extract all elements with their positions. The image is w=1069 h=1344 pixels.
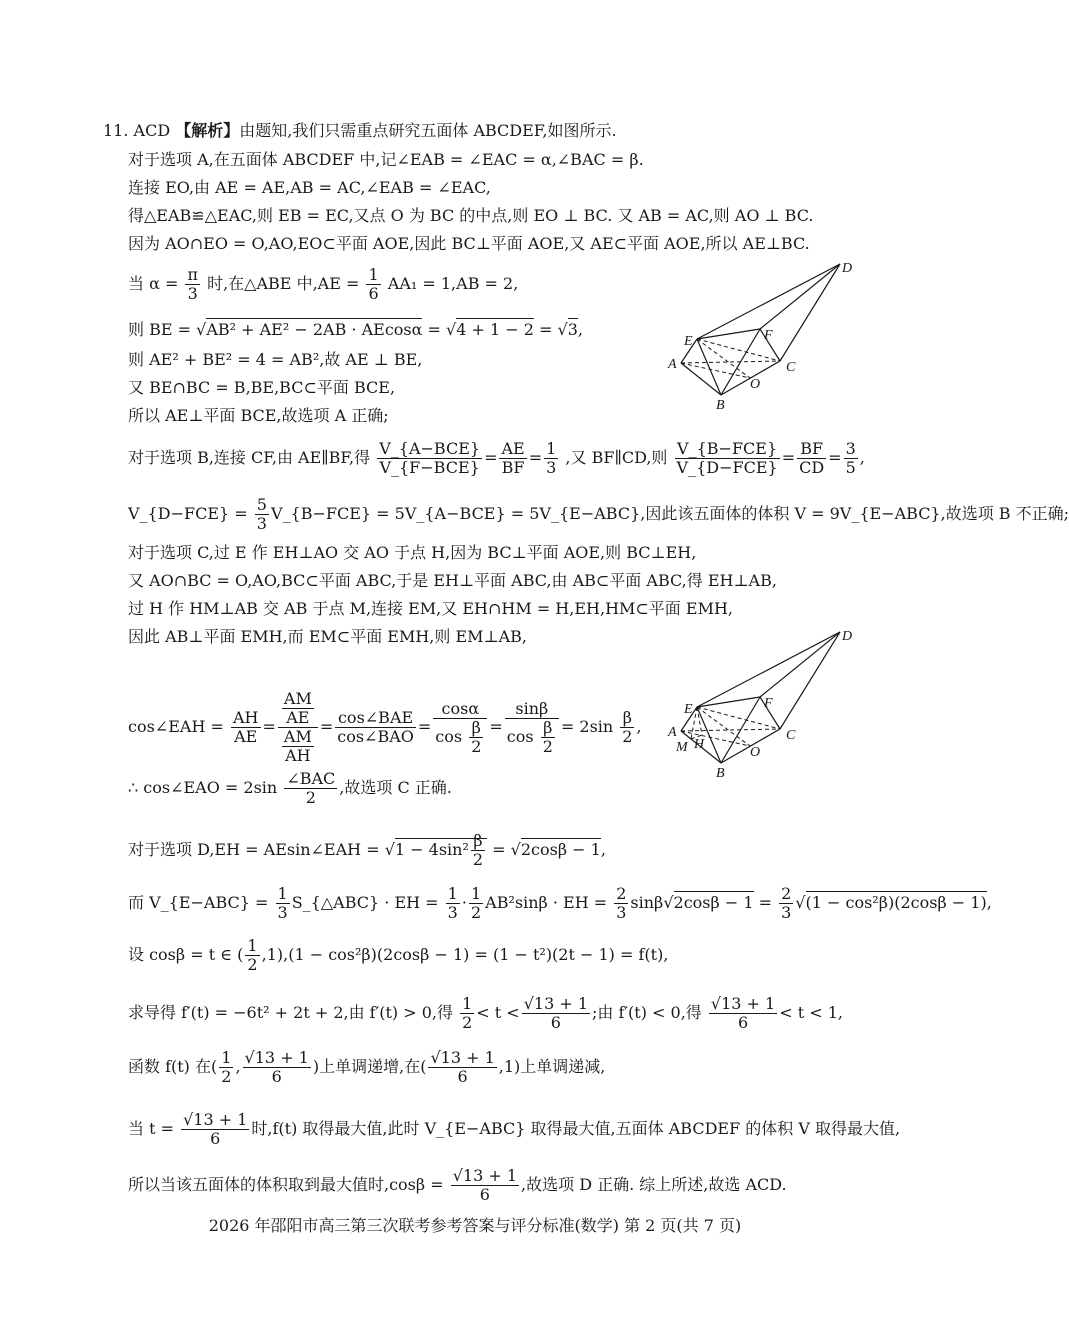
frac-den: 6 [737, 1013, 749, 1032]
frac-num: AM [283, 727, 312, 746]
frac-num: BF [797, 440, 826, 459]
frac-den [433, 719, 487, 756]
fraction-volume-ratio-1 [377, 440, 482, 477]
frac-den: 6 [550, 1013, 561, 1032]
eq: = [758, 893, 773, 912]
frac-num: β [541, 719, 555, 738]
line-22-text-a: 求导得 f′(t) = −6t² + 2t + 2,由 f′(t) > 0,得 [128, 1003, 453, 1022]
cos-text: cos [435, 726, 463, 746]
edge-ac-hidden [681, 361, 780, 363]
line-21-text-b: ,1),(1 − cos²β)(2cosβ − 1) = (1 − t²)(2t − 1) = f(t), [261, 945, 669, 964]
fraction-1-3 [276, 885, 290, 922]
frac-num: V_{B−FCE} [675, 440, 780, 459]
frac-num: √13 + 1 [430, 1048, 495, 1067]
line-10: 所以 AE⊥平面 BCE,故选项 A 正确; [128, 406, 389, 425]
fraction-cos-alpha [433, 700, 487, 756]
radical-2cos: 2cosβ − 1 [520, 840, 601, 859]
frac-num: 2 [616, 884, 627, 903]
frac-den: 2 [542, 736, 553, 756]
fraction-3-5 [844, 440, 858, 477]
inner-frac-bottom [282, 728, 314, 765]
eq: = [781, 448, 796, 467]
frac-den: 3 [187, 284, 198, 303]
line-23 [128, 1049, 605, 1086]
frac-den: V_{F−BCE} [379, 458, 480, 477]
label-d: D [842, 261, 853, 276]
frac-den: 2 [221, 1067, 232, 1086]
fraction-1-2 [469, 885, 483, 922]
line-6-text-b: 时,在△ABE 中,AE = [207, 274, 360, 293]
eq: = [484, 448, 498, 467]
line-22 [128, 995, 843, 1032]
line-7-end: , [577, 320, 583, 339]
line-23-text-d: ,1)上单调递减, [498, 1057, 606, 1076]
eq: = [828, 448, 842, 467]
eq: = [528, 448, 543, 467]
fraction-cos-bae-bao [335, 709, 416, 746]
frac-den: 2 [305, 788, 316, 807]
frac-num: β [471, 832, 485, 851]
frac-den: 3 [781, 903, 792, 922]
frac-den: 6 [210, 1129, 221, 1148]
beta-half [469, 719, 483, 756]
radical-eh [394, 831, 487, 869]
line-19-text-a: 对于选项 D,EH = AEsin∠EAH = [128, 840, 380, 859]
edge-cd [780, 632, 840, 729]
line-7-text-a: 则 BE = [128, 320, 192, 339]
frac-num: sinβ [505, 700, 559, 719]
line-11-text-b: ,又 BF∥CD,则 [565, 448, 668, 467]
frac-den [505, 719, 559, 756]
line-17 [128, 690, 642, 765]
radical-2: 4 + 1 − 2 [456, 320, 534, 339]
fraction-ah-ae [231, 709, 261, 746]
line-11-text-a: 对于选项 B,连接 CF,由 AE∥BF,得 [128, 448, 371, 467]
line-11-end: , [859, 448, 865, 467]
line-14: 又 AO∩BC = O,AO,BC⊂平面 ABC,于是 EH⊥平面 ABC,由 AB⊂平面 ABC,得 EH⊥AB, [128, 571, 777, 590]
line-19: 对于选项 D,EH = AEsin∠EAH = √1 − 4sin² $\frac{\beta}{2}$ = √2cosβ − 1, [128, 831, 606, 869]
line-20: 而 V_{E−ABC} = $\frac{1}{3}$ S_{△ABC} · EH = $\frac{1}{3}$ · $\frac{1}{2}$ AB²sinβ · EH = $\frac{2}{3}$ sinβ√2cosβ − 1 = $\frac{2}{3}$ √(1 − cos²β)(2cosβ − 1), [128, 884, 992, 922]
line-18 [128, 770, 452, 807]
fraction-volume-ratio-2 [675, 440, 780, 477]
radical-text: 1 − 4sin² [394, 840, 469, 859]
line-12 [128, 496, 1069, 533]
line-23-text-c: )上单调递增,在( [312, 1057, 427, 1076]
line-19-end: , [600, 840, 606, 859]
line-1-text: 由题知,我们只需重点研究五面体 ABCDEF,如图所示. [239, 121, 617, 140]
frac-num: V_{A−BCE} [379, 439, 481, 458]
frac-num: AH [232, 708, 259, 727]
frac-num: √13 + 1 [183, 1110, 248, 1129]
eq: = [489, 717, 503, 736]
eq: = [262, 717, 276, 736]
fraction-beta-2 [471, 832, 485, 869]
frac-den: 2 [462, 1013, 473, 1032]
line-12-text-a: V_{D−FCE} = [128, 504, 248, 523]
compound-fraction [278, 690, 318, 765]
line-24-text-a: 当 t = [128, 1119, 175, 1138]
frac-num: β [469, 719, 483, 738]
fraction-sin-beta [505, 700, 559, 756]
frac-num: √13 + 1 [710, 994, 776, 1013]
line-7-eq: = [427, 320, 441, 339]
fraction-bac-2 [284, 770, 337, 807]
line-13: 对于选项 C,过 E 作 EH⊥AO 交 AO 于点 H,因为 BC⊥平面 AOE,则 BC⊥EH, [128, 543, 697, 562]
edge-cd [780, 264, 840, 361]
dot: · [461, 893, 467, 912]
label-e: E [684, 334, 693, 349]
label-a: A [668, 725, 677, 740]
line-21 [128, 937, 668, 974]
fraction-bf-cd [797, 440, 826, 477]
comma: , [235, 1057, 241, 1076]
frac-den: 6 [271, 1067, 282, 1086]
line-7: 则 BE = √AB² + AE² − 2AB · AEcosα = √4 + 1 − 2 = √3, [128, 320, 583, 339]
radical-2cos: 2cosβ − 1 [673, 893, 754, 912]
edge-ac-hidden [681, 729, 780, 731]
radical-3: 3 [567, 320, 578, 339]
line-21-text-a: 设 cosβ = t ∈ ( [128, 945, 244, 964]
edge-ab [681, 363, 721, 395]
line-17-text-a: cos∠EAH = [128, 717, 224, 736]
frac-den: 3 [256, 514, 267, 533]
label-o: O [750, 377, 761, 392]
frac-den: 3 [616, 903, 627, 922]
fraction-sqrt13 [428, 1049, 496, 1086]
fraction-pi-over-3 [185, 266, 200, 303]
frac-num: 1 [221, 1048, 232, 1067]
question-number: 11. ACD [103, 121, 171, 140]
label-b: B [716, 766, 725, 781]
fraction-1-3 [446, 885, 460, 922]
ineq: < t < [476, 1003, 520, 1022]
edge-ao-hidden [681, 363, 750, 378]
frac-den: 6 [368, 284, 379, 303]
frac-num: 5 [256, 495, 267, 514]
frac-num: 1 [546, 439, 557, 458]
frac-num: 1 [470, 884, 482, 903]
frac-den: AE [234, 727, 258, 746]
fraction-sqrt13 [243, 1049, 311, 1086]
inner-frac-top [282, 690, 314, 727]
line-20-text-a: 而 V_{E−ABC} = [128, 893, 269, 912]
frac-den: 5 [845, 458, 856, 477]
line-15: 过 H 作 HM⊥AB 交 AB 于点 M,连接 EM,又 EH∩HM = H,EH,HM⊂平面 EMH, [128, 599, 733, 618]
label-e: E [684, 702, 693, 717]
label-a: A [668, 357, 677, 372]
label-c: C [786, 360, 796, 375]
frac-den: 2 [247, 955, 258, 974]
compound-num [278, 690, 318, 728]
radical-product: (1 − cos²β)(2cosβ − 1) [805, 893, 987, 912]
eq: = [417, 717, 432, 736]
label-h: H [694, 737, 705, 752]
frac-num: cosα [433, 700, 487, 719]
fraction-2-3 [779, 885, 793, 922]
fraction-1-2 [245, 937, 259, 974]
line-9: 又 BE∩BC = B,BE,BC⊂平面 BCE, [128, 378, 396, 397]
compound-den [278, 728, 318, 765]
frac-den: 6 [457, 1067, 468, 1086]
frac-den: AH [285, 746, 311, 765]
frac-num: 2 [781, 884, 792, 903]
frac-num: 1 [368, 265, 379, 284]
label-f: F [764, 696, 773, 711]
pentahedron-figure-1 [660, 255, 860, 415]
fraction-sqrt13 [181, 1111, 249, 1148]
line-20-text-b: S_{△ABC} · EH = [291, 893, 439, 912]
frac-den: 2 [471, 736, 482, 756]
analysis-tag: 【解析】 [175, 121, 240, 140]
fraction-ae-bf [499, 440, 526, 477]
line-11 [128, 440, 865, 477]
frac-den: CD [799, 458, 825, 477]
frac-den: 2 [472, 850, 484, 869]
line-16: 因此 AB⊥平面 EMH,而 EM⊂平面 EMH,则 EM⊥AB, [128, 627, 527, 646]
fraction-sqrt13 [522, 995, 590, 1032]
frac-num: AE [501, 439, 525, 458]
line-17-text-b: = 2sin [560, 717, 614, 736]
frac-den: cos∠BAO [337, 727, 414, 746]
frac-num: √13 + 1 [452, 1166, 518, 1185]
fraction-beta-2 [620, 709, 634, 746]
frac-num: ∠BAC [286, 769, 336, 788]
frac-den: BF [501, 458, 525, 477]
label-d: D [842, 629, 853, 644]
line-20-end: , [986, 893, 992, 912]
line-20-text-d: AB²sinβ · EH = [485, 893, 608, 912]
frac-num: 1 [277, 884, 288, 903]
line-17-end: , [636, 717, 642, 736]
frac-den: 2 [622, 727, 633, 746]
line-12-text-b: V_{B−FCE} = 5V_{A−BCE} = 5V_{E−ABC},因此该五面体的体积 V = 9V_{E−ABC},故选项 B 不正确; [270, 504, 1069, 523]
fraction-1-over-6 [366, 266, 380, 303]
frac-den: 3 [447, 903, 458, 922]
sin-beta: sinβ [630, 893, 664, 912]
frac-den: AE [286, 708, 310, 727]
line-24 [128, 1111, 900, 1148]
fraction-1-3 [544, 440, 558, 477]
line-23-text-a: 函数 f(t) 在( [128, 1057, 218, 1076]
frac-num: 1 [247, 936, 258, 955]
frac-den: 3 [546, 458, 557, 477]
frac-num: AM [283, 689, 312, 708]
line-25-text-a: 所以当该五面体的体积取到最大值时,cosβ = [128, 1175, 444, 1194]
label-f: F [764, 328, 773, 343]
frac-den: V_{D−FCE} [676, 458, 778, 477]
line-4: 得△EAB≌△EAC,则 EB = EC,又点 O 为 BC 的中点,则 EO ⊥ BC. 又 AB = AC,则 AO ⊥ BC. [128, 206, 814, 225]
eq: = [319, 717, 334, 736]
question-11-header [103, 121, 617, 141]
fraction-1-2 [219, 1049, 233, 1086]
line-25-text-b: ,故选项 D 正确. 综上所述,故选 ACD. [521, 1175, 787, 1194]
line-25 [128, 1167, 787, 1204]
edge-fd [760, 264, 840, 329]
frac-den: 6 [479, 1185, 490, 1204]
frac-num: cos∠BAE [335, 709, 416, 728]
line-18-text-a: ∴ cos∠EAO = 2sin [128, 778, 278, 797]
line-6 [128, 266, 518, 303]
line-6-text-c: AA₁ = 1,AB = 2, [387, 274, 519, 293]
label-o: O [750, 745, 761, 760]
frac-den: 3 [277, 903, 288, 922]
fraction-5-3 [255, 496, 269, 533]
frac-num: 1 [447, 884, 458, 903]
frac-num: √13 + 1 [244, 1048, 309, 1067]
fraction-sqrt13 [709, 995, 777, 1032]
line-2: 对于选项 A,在五面体 ABCDEF 中,记∠EAB = ∠EAC = α,∠BAC = β. [128, 150, 644, 169]
line-24-text-b: 时,f(t) 取得最大值,此时 V_{E−ABC} 取得最大值,五面体 ABCDEF 的体积 V 取得最大值, [251, 1119, 901, 1138]
frac-num: 3 [845, 439, 856, 458]
line-6-text-a: 当 α = [128, 274, 179, 293]
label-c: C [786, 728, 796, 743]
fraction-2-3 [614, 885, 628, 922]
frac-num: 1 [462, 994, 473, 1013]
frac-num: π [187, 265, 198, 284]
frac-num: √13 + 1 [523, 994, 589, 1013]
page-footer: 2026 年邵阳市高三第三次联考参考答案与评分标准(数学) 第 2 页(共 7 页) [208, 1216, 742, 1235]
label-m: M [676, 740, 688, 755]
fraction-sqrt13 [451, 1167, 519, 1204]
line-7-eq-2: = [539, 320, 553, 339]
edge-fd [760, 632, 840, 697]
line-8: 则 AE² + BE² = 4 = AB²,故 AE ⊥ BE, [128, 350, 423, 369]
line-22-text-d: < t < 1, [779, 1003, 843, 1022]
line-18-text-b: ,故选项 C 正确. [339, 778, 452, 797]
pentahedron-figure-2 [660, 623, 860, 783]
eq: = [492, 840, 506, 859]
fraction-1-2 [460, 995, 474, 1032]
line-3: 连接 EO,由 AE = AE,AB = AC,∠EAB = ∠EAC, [128, 178, 491, 197]
frac-num: β [620, 709, 634, 728]
cos-text: cos [506, 726, 534, 746]
beta-half [541, 719, 555, 756]
radical-1: AB² + AE² − 2AB · AEcosα [206, 320, 423, 339]
frac-den: 2 [470, 903, 482, 922]
line-5: 因为 AO∩EO = O,AO,EO⊂平面 AOE,因此 BC⊥平面 AOE,又 AE⊂平面 AOE,所以 AE⊥BC. [128, 234, 810, 253]
line-22-text-c: ;由 f′(t) < 0,得 [592, 1003, 702, 1022]
label-b: B [716, 398, 725, 413]
